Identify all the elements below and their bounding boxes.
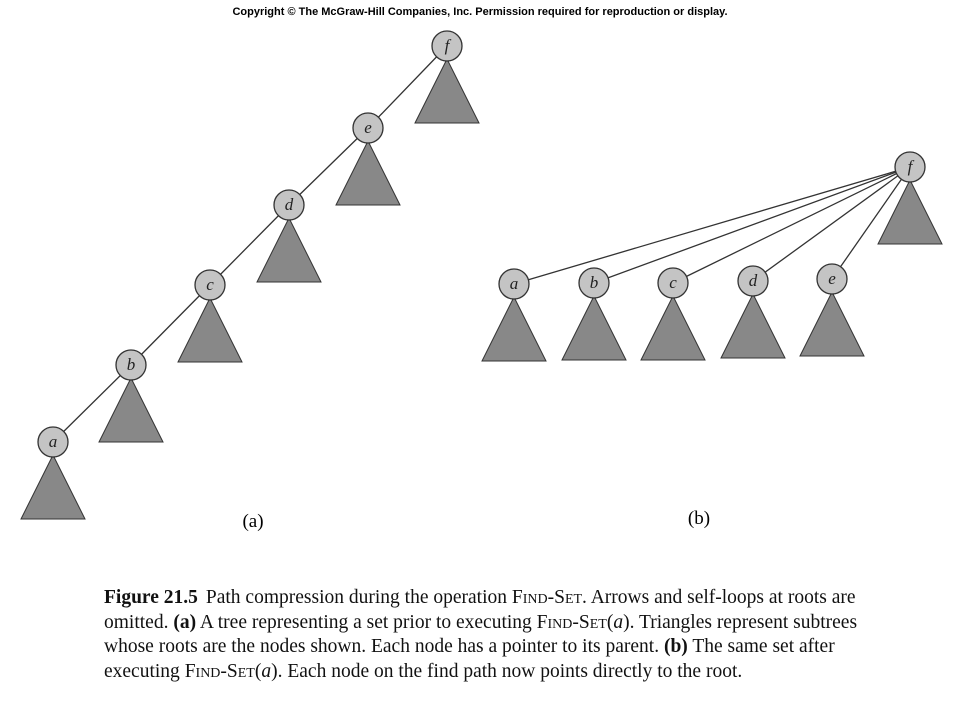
caption-text: a (613, 611, 624, 633)
node-label-f: f (907, 157, 913, 176)
caption-text: . Arrows and self-loops at roots are (582, 587, 856, 608)
subtree-triangle-e (800, 292, 864, 356)
caption-line (104, 611, 954, 636)
subtree-triangle-f (878, 180, 942, 244)
edge-c-to-f (673, 167, 910, 283)
panel-a-label: (a) (242, 511, 264, 532)
caption-line (104, 660, 954, 685)
node-b (99, 350, 163, 442)
copyright-notice: Copyright © The McGraw-Hill Companies, Inc. Permission required for reproduction or display. (232, 6, 728, 18)
caption-text: ). Each node on the find path now points directly to the root. (271, 660, 743, 682)
caption-line (104, 586, 954, 611)
panel-a-tree (21, 31, 479, 532)
caption-text: executing (104, 660, 185, 682)
panel-b-label: (b) (687, 508, 711, 529)
panel-a-edges (53, 46, 447, 442)
caption-text: Find-Set (184, 660, 255, 682)
panel-b-edges (514, 167, 910, 284)
node-a (482, 269, 546, 361)
caption-text: Find-Set (536, 611, 607, 633)
figure-caption (104, 586, 954, 684)
caption-text: Path compression during the operation (205, 587, 512, 608)
subtree-triangle-d (721, 294, 785, 358)
node-label-a: a (48, 432, 58, 451)
node-label-c: c (669, 273, 677, 292)
node-label-a: a (509, 274, 519, 293)
caption-line (104, 635, 954, 660)
caption-text: whose roots are the nodes shown. Each node has a pointer to its parent. (104, 636, 664, 657)
panel-b-nodes (482, 152, 942, 361)
node-label-e: e (828, 269, 836, 288)
node-d (721, 266, 785, 358)
caption-text: Find-Set (511, 587, 583, 608)
node-c (641, 268, 705, 360)
caption-text: a (261, 660, 272, 682)
node-f (878, 152, 942, 244)
node-label-d: d (284, 195, 294, 214)
node-e (800, 264, 864, 356)
node-e (336, 113, 400, 205)
caption-text: (a) (173, 611, 197, 633)
caption-text: A tree representing a set prior to executing (196, 611, 537, 633)
caption-text: ( (254, 660, 262, 682)
subtree-triangle-c (641, 296, 705, 360)
node-label-b: b (126, 355, 136, 374)
node-label-d: d (748, 271, 758, 290)
edge-a-to-f (514, 167, 910, 284)
node-d (257, 190, 321, 282)
caption-text: ). Triangles represent subtrees (623, 611, 858, 633)
subtree-triangle-b (562, 296, 626, 360)
panel-b-tree (482, 152, 942, 529)
node-label-e: e (364, 118, 372, 137)
subtree-triangle-a (482, 297, 546, 361)
caption-text: The same set after (687, 636, 835, 657)
figure-number: Figure 21.5 (104, 587, 198, 608)
caption-text: ( (606, 611, 614, 633)
node-a (21, 427, 85, 519)
node-c (178, 270, 242, 362)
subtree-triangle-a (21, 455, 85, 519)
node-b (562, 268, 626, 360)
node-f (415, 31, 479, 123)
node-label-b: b (589, 273, 599, 292)
panel-a-nodes (21, 31, 479, 519)
caption-text: (b) (663, 636, 688, 657)
node-label-f: f (444, 36, 450, 55)
node-label-c: c (206, 275, 214, 294)
caption-text: omitted. (104, 611, 174, 633)
